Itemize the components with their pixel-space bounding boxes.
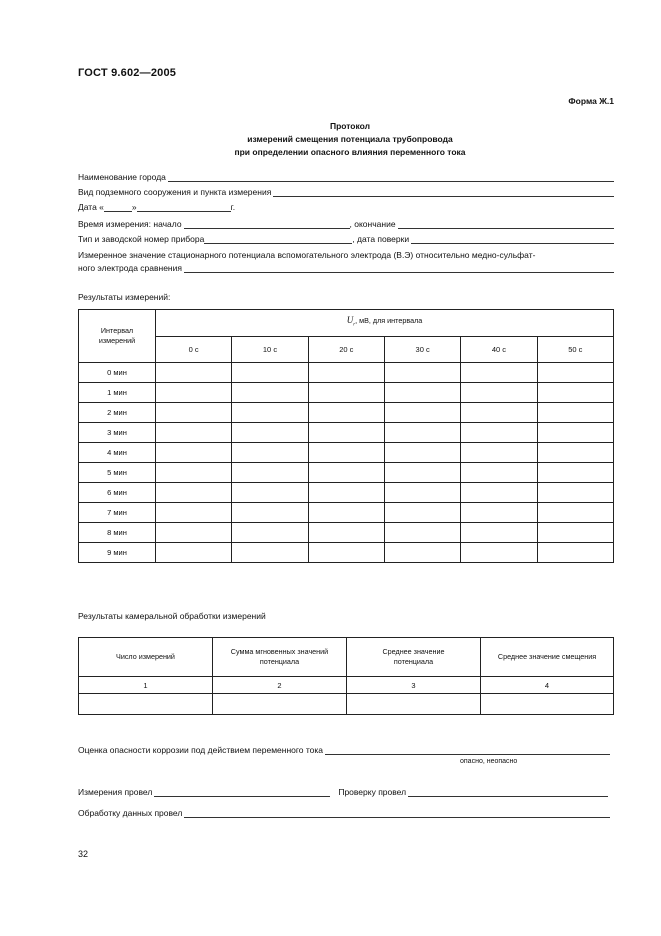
column-number: 4 <box>481 677 614 694</box>
date-prefix: Дата « <box>78 202 104 212</box>
device-label: Тип и заводской номер прибора <box>78 234 205 244</box>
cell[interactable] <box>156 363 232 383</box>
table-row <box>79 383 614 403</box>
sum-header: Сумма мгновенных значений потенциала <box>213 638 347 677</box>
reference-electrode-label: ного электрода сравнения <box>78 263 182 273</box>
form-id: Форма Ж.1 <box>568 96 614 106</box>
assessment-field[interactable] <box>78 745 610 755</box>
col-header: 10 с <box>232 337 308 363</box>
cell[interactable] <box>308 363 384 383</box>
cell[interactable] <box>537 423 613 443</box>
col-header: 30 с <box>384 337 460 363</box>
cell[interactable] <box>232 483 308 503</box>
col-header: 20 с <box>308 337 384 363</box>
cell[interactable] <box>79 694 213 715</box>
cell[interactable] <box>537 543 613 563</box>
date-suffix: г. <box>230 202 236 212</box>
column-number: 3 <box>347 677 481 694</box>
table-row <box>79 463 614 483</box>
cell[interactable] <box>308 423 384 443</box>
reference-electrode-field[interactable] <box>78 263 614 273</box>
cell[interactable] <box>384 383 460 403</box>
cell[interactable] <box>384 543 460 563</box>
date-field[interactable] <box>78 202 235 212</box>
cell[interactable] <box>308 523 384 543</box>
cell[interactable] <box>232 463 308 483</box>
cell[interactable] <box>308 443 384 463</box>
cell[interactable] <box>537 483 613 503</box>
cell[interactable] <box>232 383 308 403</box>
structure-field[interactable] <box>78 187 614 197</box>
cell[interactable] <box>347 694 481 715</box>
structure-label: Вид подземного сооружения и пункта измерения <box>78 187 272 197</box>
row-label: 6 мин <box>79 483 156 503</box>
checked-label: Проверку провел <box>338 787 407 797</box>
interval-header: Интервал измерений <box>79 310 156 363</box>
time-start-label: Время измерения: начало <box>78 219 182 229</box>
cell[interactable] <box>308 483 384 503</box>
city-label: Наименование города <box>78 172 166 182</box>
cell[interactable] <box>156 423 232 443</box>
cell[interactable] <box>537 463 613 483</box>
cell[interactable] <box>232 503 308 523</box>
protocol-subtitle-2: при определении опасного влияния переменного тока <box>234 147 466 157</box>
cell[interactable] <box>384 363 460 383</box>
cell[interactable] <box>461 363 537 383</box>
cell[interactable] <box>156 403 232 423</box>
cell[interactable] <box>461 503 537 523</box>
row-label: 2 мин <box>79 403 156 423</box>
cell[interactable] <box>461 423 537 443</box>
row-label: 8 мин <box>79 523 156 543</box>
mean-potential-header: Среднее значение потенциала <box>347 638 481 677</box>
cell[interactable] <box>384 403 460 423</box>
cell[interactable] <box>156 483 232 503</box>
row-label: 7 мин <box>79 503 156 523</box>
results-caption: Результаты измерений: <box>78 292 171 302</box>
mean-shift-header: Среднее значение смещения <box>481 638 614 677</box>
column-number: 1 <box>79 677 213 694</box>
time-field[interactable] <box>78 219 614 229</box>
cell[interactable] <box>232 403 308 423</box>
measured-label: Измерения провел <box>78 787 153 797</box>
device-field[interactable] <box>78 234 614 244</box>
cell[interactable] <box>308 463 384 483</box>
cell[interactable] <box>384 483 460 503</box>
cell[interactable] <box>308 383 384 403</box>
cell[interactable] <box>156 463 232 483</box>
cell[interactable] <box>461 463 537 483</box>
col-header: 0 с <box>156 337 232 363</box>
table-row <box>79 423 614 443</box>
cell[interactable] <box>213 694 347 715</box>
cell[interactable] <box>384 423 460 443</box>
cell[interactable] <box>384 443 460 463</box>
table-row <box>79 483 614 503</box>
cell[interactable] <box>232 423 308 443</box>
cell[interactable] <box>308 543 384 563</box>
row-label: 1 мин <box>79 383 156 403</box>
cell[interactable] <box>308 503 384 523</box>
col-header: 50 с <box>537 337 613 363</box>
table-row <box>79 503 614 523</box>
cell[interactable] <box>232 363 308 383</box>
potential-header: $U_r$, мВ, для интервала <box>156 310 614 337</box>
standard-number: ГОСТ 9.602—2005 <box>78 67 177 79</box>
row-label: 3 мин <box>79 423 156 443</box>
cell[interactable] <box>232 543 308 563</box>
cell[interactable] <box>537 383 613 403</box>
measurement-table <box>78 309 614 563</box>
assessment-hint: опасно, неопасно <box>460 758 518 765</box>
processed-label: Обработку данных провел <box>78 808 183 818</box>
cell[interactable] <box>384 463 460 483</box>
assessment-label: Оценка опасности коррозии под действием переменного тока <box>78 745 324 755</box>
cell[interactable] <box>537 443 613 463</box>
column-number: 2 <box>213 677 347 694</box>
cell[interactable] <box>156 503 232 523</box>
table-row <box>79 363 614 383</box>
protocol-subtitle-1: измерений смещения потенциала трубопровода <box>247 134 453 144</box>
time-end-label: , окончание <box>349 219 396 229</box>
count-header: Число измерений <box>79 638 213 677</box>
row-label: 9 мин <box>79 543 156 563</box>
cell[interactable] <box>156 443 232 463</box>
row-label: 4 мин <box>79 443 156 463</box>
cell[interactable] <box>156 523 232 543</box>
cell[interactable] <box>156 383 232 403</box>
row-label: 0 мин <box>79 363 156 383</box>
table-row <box>79 694 614 715</box>
signatures-field[interactable] <box>78 787 608 797</box>
protocol-title: Протокол <box>329 121 371 131</box>
cell[interactable] <box>384 503 460 523</box>
cell[interactable] <box>308 403 384 423</box>
cell[interactable] <box>537 403 613 423</box>
cell[interactable] <box>156 543 232 563</box>
cell[interactable] <box>537 523 613 543</box>
col-header: 40 с <box>461 337 537 363</box>
table-row <box>79 543 614 563</box>
cell[interactable] <box>461 523 537 543</box>
table-row <box>79 443 614 463</box>
cell[interactable] <box>461 443 537 463</box>
date-mid: » <box>131 202 137 212</box>
cell[interactable] <box>232 523 308 543</box>
cell[interactable] <box>461 483 537 503</box>
page-number: 32 <box>78 849 89 859</box>
cell[interactable] <box>537 503 613 523</box>
table-row <box>79 403 614 423</box>
cell[interactable] <box>384 523 460 543</box>
cell[interactable] <box>537 363 613 383</box>
cell[interactable] <box>461 403 537 423</box>
cell[interactable] <box>232 443 308 463</box>
city-field[interactable] <box>78 172 614 182</box>
processed-field[interactable] <box>78 808 610 818</box>
calibration-label: , дата поверки <box>352 234 410 244</box>
processing-caption: Результаты камеральной обработки измерений <box>78 611 266 621</box>
cell[interactable] <box>481 694 614 715</box>
row-label: 5 мин <box>79 463 156 483</box>
processing-table <box>78 637 614 715</box>
table-row <box>79 523 614 543</box>
cell[interactable] <box>461 543 537 563</box>
cell[interactable] <box>461 383 537 403</box>
reference-electrode-text: Измеренное значение стационарного потенциала вспомогательного электрода (В.Э) относительно медно-сульфат- <box>78 250 536 260</box>
